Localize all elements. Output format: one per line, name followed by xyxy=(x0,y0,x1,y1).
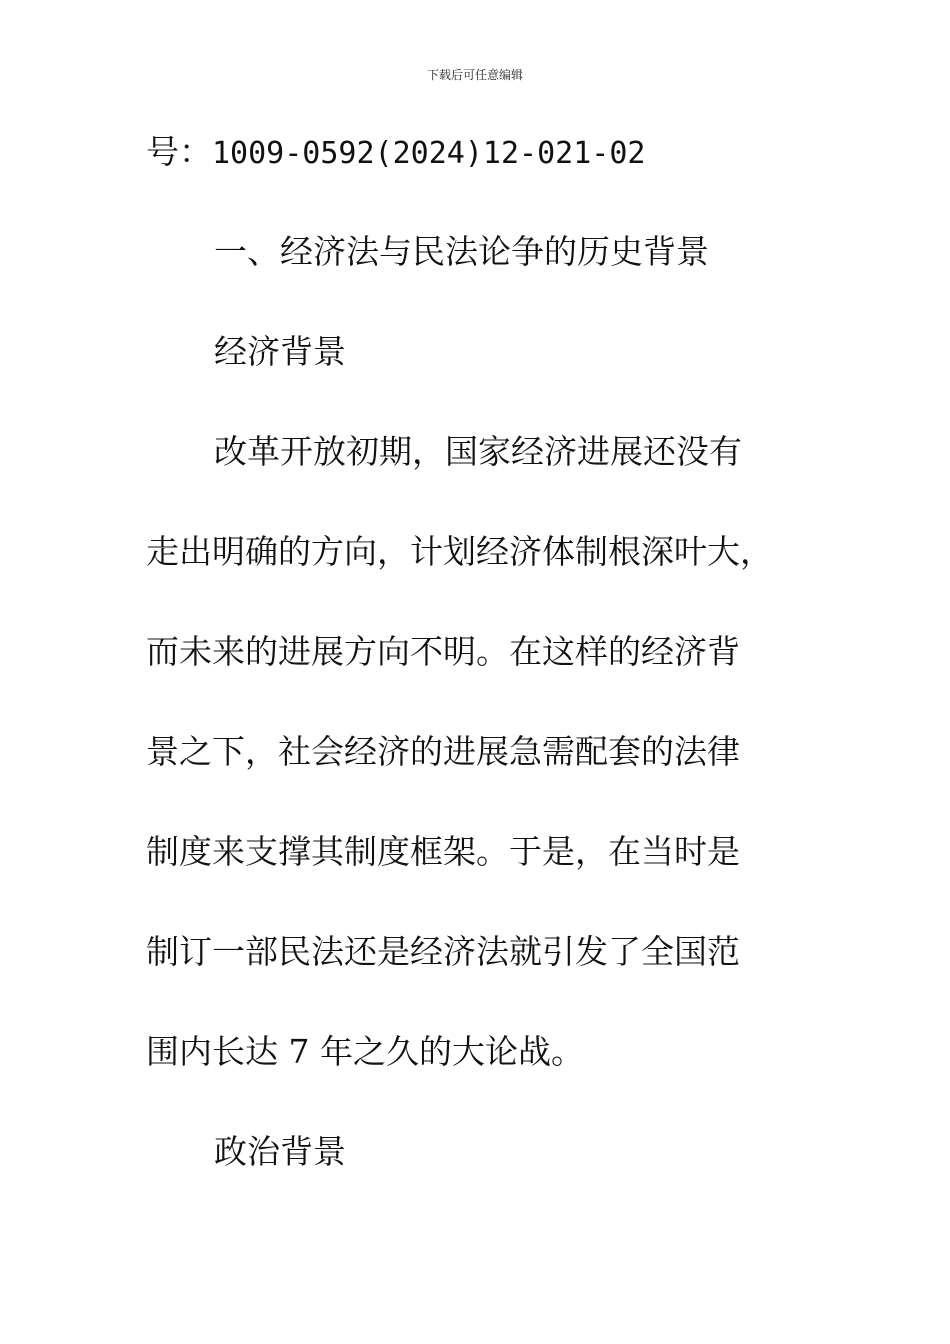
reference-number-line xyxy=(146,132,645,174)
paragraph-line: 而未来的进展方向不明。在这样的经济背 xyxy=(146,632,740,671)
paragraph-line: 围内长达 7 年之久的大论战。 xyxy=(146,1032,584,1071)
header-note: 下载后可任意编辑 xyxy=(426,68,523,82)
reference-prefix: 号： xyxy=(146,132,212,171)
paragraph-line: 走出明确的方向，计划经济体制根深叶大， xyxy=(146,532,773,571)
subheading-political: 政治背景 xyxy=(214,1132,346,1171)
reference-number: 1009-0592(2024)12-021-02 xyxy=(212,136,646,171)
section-heading: 一、经济法与民法论争的历史背景 xyxy=(214,232,709,271)
paragraph-line: 改革开放初期，国家经济进展还没有 xyxy=(214,432,742,471)
paragraph-line: 制订一部民法还是经济法就引发了全国范 xyxy=(146,932,740,971)
subheading-economic: 经济背景 xyxy=(214,332,346,371)
paragraph-line: 景之下，社会经济的进展急需配套的法律 xyxy=(146,732,740,771)
paragraph-line: 制度来支撑其制度框架。于是，在当时是 xyxy=(146,832,740,871)
